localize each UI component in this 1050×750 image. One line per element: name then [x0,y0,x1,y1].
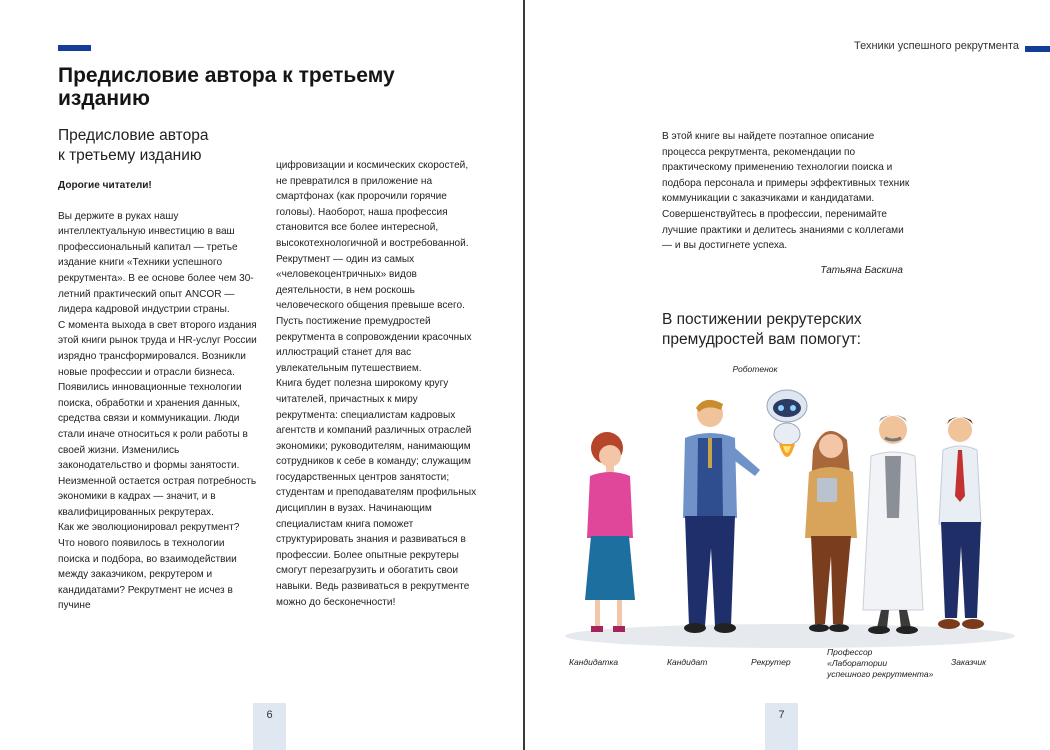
paragraph: Вы держите в руках нашу интеллектуальную инвестицию в ваш профессиональный капитал — третье издание книги «Техники успешного рекрутмента». В ее основе более чем 30-летний практический опыт ANCOR — лидера кадровой индустрии страны. [58,210,254,316]
robot-label: Роботенок [732,364,778,374]
intro-paragraph: В этой книге вы найдете поэтапное описание процесса рекрутмента, рекомендации по практическому применению технологии поиска и подбора персонала и примеры эффективных техник коммуникации с заказчиками и кандидатами. Совершенствуйтесь в профессии, перенимайте лучшие практики и делитесь знаниями с коллегами — и вы достигнете успеха. [662,131,910,252]
running-head-accent-bar [1025,46,1050,52]
label-professor-line-1: Профессор [827,647,873,657]
characters-illustration [555,378,1025,653]
label-professor [827,647,933,680]
label-professor-line-2: «Лаборатории [827,658,888,668]
character-candidate-female [585,432,635,632]
subtitle-line-1: Предисловие автора [58,127,209,144]
paragraph: Пусть постижение премудростей рекрутмента в сопровождении красочных иллюстраций станет для вас увлекательным путешествием. [276,315,472,374]
character-client [938,417,984,629]
left-page [0,0,523,750]
author-signature: Татьяна Баскина [820,265,903,276]
helpers-heading [662,310,932,350]
text-column-1 [58,178,258,614]
page-number-right: 7 [765,703,798,750]
character-professor [863,415,923,634]
paragraph: Книга будет полезна широкому кругу читателей, причастных к миру рекрутмента: специалистам кадровых агентств и компаний различных отраслей экономики; руководителям, нанимающим сотрудников к себе в команду; служащим государственных центров занятости; студентам и преподавателям профильных дисциплин в вузах. Начинающим специалистам книга поможет структурировать знания и развиваться в профессии. Более опытные рекрутеры смогут перезагрузить и обогатить свои навыки. Ведь развиваться в рекрутменте можно до бесконечности! [276,378,477,608]
label-professor-line-3: успешного рекрутмента» [827,669,934,679]
greeting: Дорогие читатели! [58,180,152,191]
chapter-accent-bar [58,45,91,51]
label-candidate-female: Кандидатка [569,657,619,667]
paragraph: С момента выхода в свет второго издания этой книги рынок труда и HR-услуг России изрядно трансформировался. Возникли новые профессии и отрасли бизнеса. Появились инновационные технологии поиска, обработки и хранения данных, средства связи и коммуникации. Люди стали иначе относиться к роли работы в своей жизни. Изменились законодательство и формы занятости. Неизменной остается острая потребность экономики в кадрах — значит, и в квалифицированных рекрутерах. [58,319,257,518]
robot-character [767,390,807,457]
subtitle-line-2: к третьему изданию [58,147,202,164]
running-head: Техники успешного рекрутмента [854,40,1019,52]
chapter-subtitle [58,126,258,166]
label-recruiter: Рекрутер [751,657,791,667]
text-column-2 [276,158,481,610]
chapter-title: Предисловие автора к третьему изданию [58,64,395,110]
right-page [525,0,1050,750]
paragraph: Как же эволюционировал рекрутмент? Что нового появилось в технологии поиска и подбора, во взаимодействии между заказчиком, рекрутером и кандидатами? Рекрутмент не исчез в пучине [58,522,240,612]
paragraph: цифровизации и космических скоростей, не превратился в приложение на смартфонах (как пророчили горячие головы). Наоборот, наша профессия становится все более интересной, высокотехнологичной и востребованной. Рекрутмент — один из самых «человекоцентричных» видов деятельности, в нем роскошь человеческого общения превыше всего. [276,160,469,312]
character-recruiter [805,431,857,632]
helpers-heading-line-1: В постижении рекрутерских [662,311,862,328]
label-candidate-male: Кандидат [667,657,708,667]
label-client: Заказчик [951,657,987,667]
character-candidate-male [683,400,760,633]
page-number-left: 6 [253,703,286,750]
helpers-heading-line-2: премудростей вам помогут: [662,331,861,348]
